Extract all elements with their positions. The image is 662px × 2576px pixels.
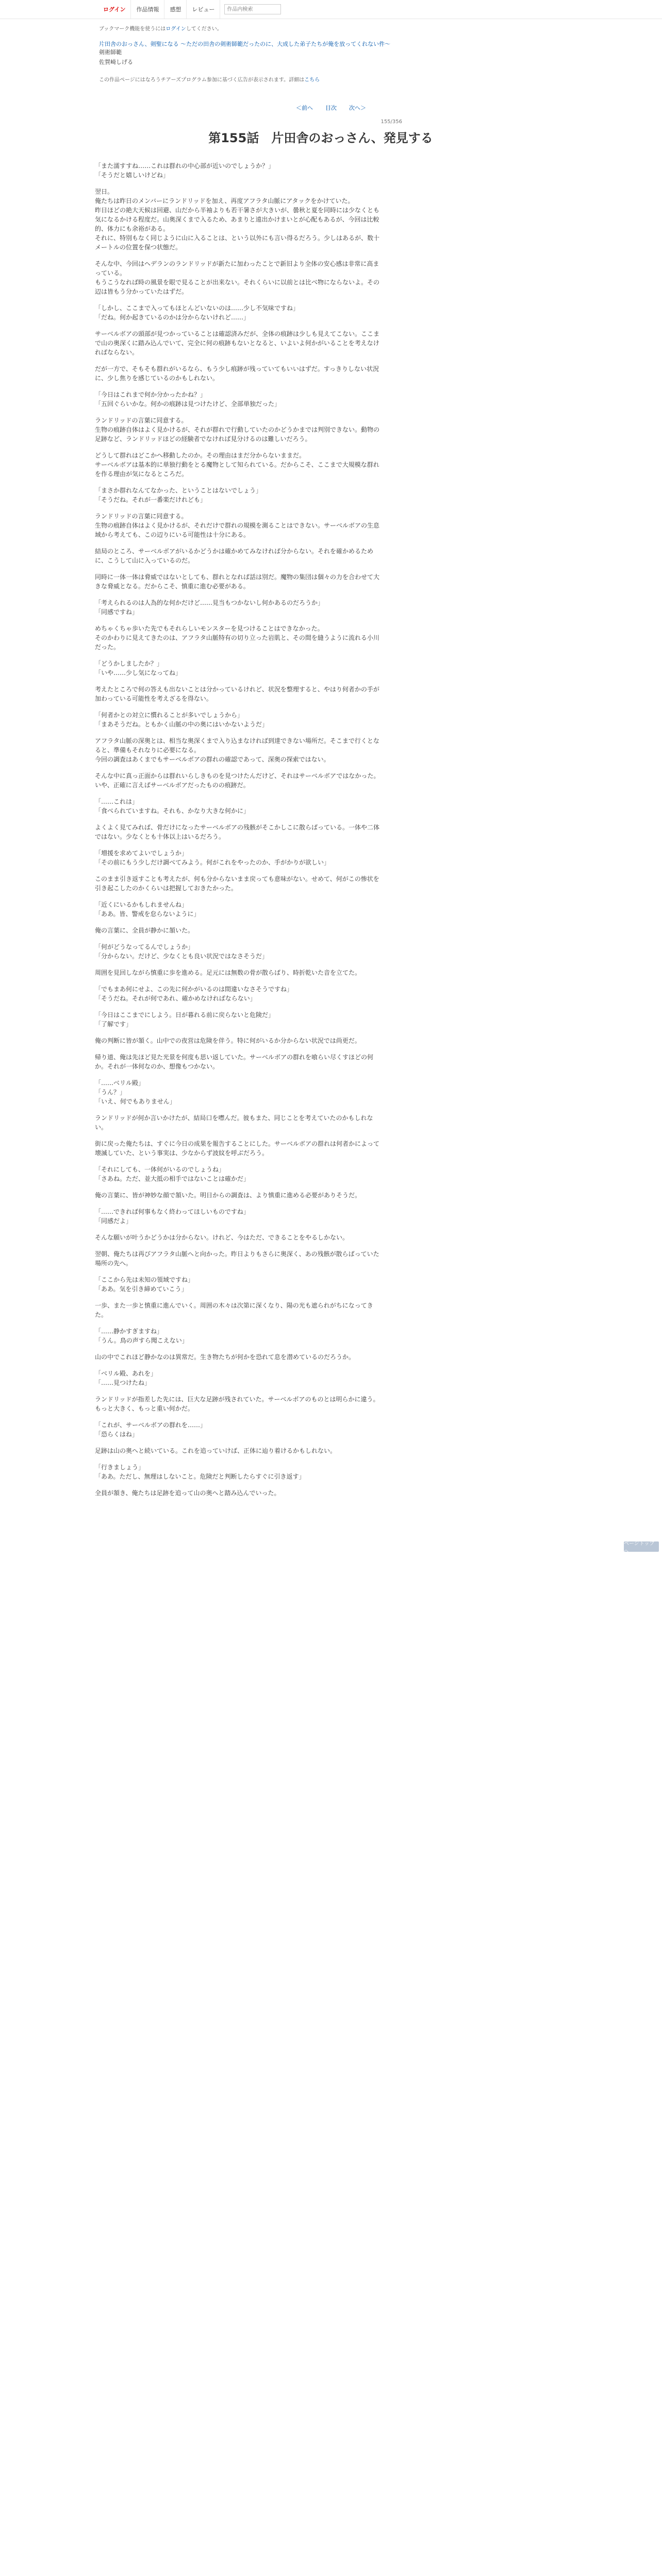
body-paragraph: そんな願いが叶うかどうかは分からない。けれど、今はただ、できることをやるしかない。: [95, 1234, 349, 1241]
body-paragraph: ランドリッドが何か言いかけたが、結局口を噤んだ。彼もまた、同じことを考えていたのかもしれない。: [95, 1114, 373, 1131]
prev-link[interactable]: ＜前へ: [296, 105, 313, 111]
bookmark-notice: [99, 24, 563, 32]
body-paragraph: 「ベリル殿、あれを」 「……見つけたね」: [95, 1370, 157, 1386]
body-paragraph: 帰り道、俺は先ほど見た光景を何度も思い返していた。サーベルボアの群れを喰らい尽くすほどの何か。それが一体何なのか、想像もつかない。: [95, 1054, 374, 1070]
body-paragraph: だが一方で、そもそも群れがいるなら、もう少し痕跡が残っていてもいいはずだ。すっきりしない状況に、少し焦りを感じているのかもしれない。: [95, 365, 379, 382]
body-paragraph: 「……ベリル殿」 「うん？」 「いえ、何でもありません」: [95, 1079, 176, 1105]
review-link[interactable]: レビュー: [187, 0, 220, 19]
body-paragraph: 「……できれば何事もなく終わってほしいものですね」 「同感だよ」: [95, 1208, 250, 1225]
next-link[interactable]: 次へ＞: [349, 105, 366, 111]
body-paragraph: 「また濡すすね……これは群れの中心部が近いのでしょうか？」 「そうだと嬉しいけどね」: [95, 162, 275, 179]
body-paragraph: 「ここから先は未知の領域ですね」 「ああ。気を引き締めていこう」: [95, 1276, 194, 1293]
body-paragraph: 全員が頷き、俺たちは足跡を追って山の奥へと踏み込んでいった。: [95, 1489, 280, 1497]
body-paragraph: 「今日はこれまで何か分かったかね？」 「五回ぐらいかな。何かの痕跡は見つけたけど、全部単独だった」: [95, 391, 281, 408]
body-paragraph: 「考えられるのは人為的な何かだけど……見当もつかないし何かあるのだろうか」 「同感ですね」: [95, 599, 324, 616]
body-paragraph: 「今日はここまでにしよう。日が暮れる前に戻らないと危険だ」 「了解です」: [95, 1011, 275, 1028]
body-paragraph: 「まさか群れなんてなかった、ということはないでしょう」 「そうだね。それが一番楽だけれども」: [95, 487, 262, 503]
body-paragraph: どうして群れはどこかへ移動したのか。その理由はまだ分からないままだ。 サーベルボアは基本的に単独行動をとる魔物として知られている。だからこそ、ここまで大規模な群れを作る理由が気になるところだ。: [95, 452, 379, 478]
body-paragraph: 「……静かすぎますね」 「うん。鳥の声すら聞こえない」: [95, 1328, 188, 1344]
body-paragraph: 「それにしても、一体何がいるのでしょうね」 「さあね。ただ、並大抵の相手ではないことは確かだ」: [95, 1166, 250, 1182]
body-paragraph: 翌朝、俺たちは再びアフラタ山脈へと向かった。昨日よりもさらに奥深く、あの残骸が散らばっていた場所の先へ。: [95, 1250, 379, 1267]
body-paragraph: 「何者かとの対立に慣れることが多いでしょうから」 「まあそうだね。ともかく山脈の中の奥にはいかないようだ」: [95, 711, 269, 728]
body-paragraph: 俺の判断に皆が頷く。山中での夜営は危険を伴う。特に何がいるか分からない状況では尚更だ。: [95, 1037, 361, 1044]
body-paragraph: このまま引き返すことも考えたが、何も分からないまま戻っても意味がない。せめて、何がこの惨状を引き起こしたのかくらいは把握しておきたかった。: [95, 875, 379, 892]
body-paragraph: めちゃくちゃ歩いた先でもそれらしいモンスターを見つけることはできなかった。 そのかわりに見えてきたのは、アフラタ山脈特有の切り立った岩肌と、その間を縫うように流れる小川だった。: [95, 625, 379, 651]
body-paragraph: そんな中、今回はヘデランのランドリッドが新たに加わったことで新旧より全体の安心感は非常に高まっている。 もうこうなれば時の風景を眼で見ることが出来ない。それくらいに以前とは比べ物にならないよ。その辺は皆もう分かっていたはずだ。: [95, 260, 380, 295]
body-paragraph: 考えたところで何の答えも出ないことは分かっているけれど、状況を整理すると、やはり何者かの手が加わっている可能性を考えざるを得ない。: [95, 686, 379, 702]
body-paragraph: ランドリッドの言葉に同意する。 生物の痕跡自体はよく見かけるが、それが群れで行動していたのかどうかまでは判別できない。動物の足跡など、ランドリッドほどの経験者でなければ見分けるのは難しいだろう。: [95, 417, 380, 443]
chapter-group: 剣術師範: [99, 49, 122, 56]
index-link[interactable]: 目次: [325, 105, 337, 111]
breadcrumb: [99, 40, 563, 57]
body-paragraph: 「これが、サーベルボアの群れを……」 「恐らくはね」: [95, 1421, 207, 1438]
chapter-title: 第155話 片田舎のおっさん、発見する: [208, 131, 433, 145]
author-name[interactable]: 佐賀崎しげる: [99, 59, 133, 65]
body-paragraph: 「しかし、ここまで入ってもほとんどいないのは……少し不気味ですね」 「だね。何か起きているのかは分からないけれど……」: [95, 304, 300, 321]
chapter-pager: [0, 104, 662, 112]
body-paragraph: 「近くにいるかもしれませんね」 「ああ。皆、警戒を怠らないように」: [95, 901, 200, 918]
chapter-body: [95, 161, 384, 1498]
ad-note: [99, 75, 563, 83]
body-paragraph: 「でもまあ何にせよ、この先に何かがいるのは間違いなさそうですね」 「そうだね。それが何であれ、確かめなければならない」: [95, 986, 293, 1002]
login-link[interactable]: ログイン: [98, 0, 131, 19]
series-title-link[interactable]: 片田舎のおっさん、剣聖になる ～ただの田舎の剣術師範だったのに、大成した弟子たちが俺を放ってくれない件～: [99, 41, 391, 47]
body-paragraph: 結局のところ、サーベルボアがいるかどうかは確かめてみなければ分からない。それを確かめるために、こうして山に入っているのだ。: [95, 548, 374, 564]
body-paragraph: よくよく見てみれば、骨だけになったサーベルボアの残骸がそこかしこに散らばっている。一体や二体ではない。少なくとも十体以上はいるだろう。: [95, 824, 380, 840]
body-paragraph: 山の中でこれほど静かなのは異常だ。生き物たちが何かを恐れて息を潜めているのだろうか。: [95, 1353, 355, 1361]
body-paragraph: 街に戻った俺たちは、すぐに今日の成果を報告することにした。サーベルボアの群れは何者かによって壊滅していた、という事実は、少なからず波紋を呼ぶだろう。: [95, 1140, 380, 1157]
ad-note-text: この作品ページにはなろうチアーズプログラム参加に基づく広告が表示されます。詳細は: [99, 77, 305, 83]
page-number: 155/356: [380, 119, 402, 125]
body-paragraph: 同時に一体一体は脅威ではないとしても、群れとなれば話は別だ。魔物の集団は個々の力を合わせて大きな脅威となる。だからこそ、慎重に進む必要がある。: [95, 573, 380, 590]
body-paragraph: 周囲を見回しながら慎重に歩を進める。足元には無数の骨が散らばり、時折乾いた音を立てた。: [95, 969, 361, 976]
notice-login-link[interactable]: ログイン: [166, 26, 186, 32]
body-paragraph: 「増援を求めてよいでしょうか」 「その前にもう少しだけ調べてみよう。何がこれをやったのか、手がかりが欲しい」: [95, 850, 330, 866]
top-menu: [98, 0, 281, 19]
ad-note-link[interactable]: こちら: [304, 77, 320, 83]
body-paragraph: 「何がどうなってるんでしょうか」 「分からない。だけど、少なくとも良い状況ではなさそうだ」: [95, 943, 269, 960]
body-paragraph: 「行きましょう」 「ああ。ただし、無理はしないこと。危険だと判断したらすぐに引き返す」: [95, 1464, 305, 1480]
search-input[interactable]: [224, 4, 281, 14]
body-paragraph: 俺の言葉に、皆が神妙な顔で頷いた。明日からの調査は、より慎重に進める必要がありそうだ。: [95, 1192, 361, 1199]
body-paragraph: アフラタ山脈の深奥とは、相当な奥深くまで入り込まなければ到達できない場所だ。そこまで行くとなると、準備もそれなりに必要になる。 今回の調査はあくまでもサーベルボアの群れの確認であって、深奥の探索ではない。: [95, 737, 379, 763]
work-info-link[interactable]: 作品情報: [131, 0, 164, 19]
impressions-link[interactable]: 感想: [164, 0, 187, 19]
body-paragraph: 足跡は山の奥へと続いている。これを追っていけば、正体に辿り着けるかもしれない。: [95, 1447, 337, 1454]
body-paragraph: 翌日。 俺たちは昨日のメンバーにランドリッドを加え、再度アフラタ山脈にアタックをかけていた。 昨日ほどの絶大天候は回避、山だから半袖よりも若干暑さが大きいが、曇秋と夏を同時には少なくとも気になるかける程度だ。山奥深くまで入るため、あまりと遠出かけまいとが心配もあるが、今回は比較的、体力にも余裕がある。 それに、特別もなく同じように山に入ることは、という以外にも言い得るだろう。少しはあるが、数十メートルの位置を保つ状態だ。: [95, 188, 380, 251]
body-paragraph: ランドリッドが指差した先には、巨大な足跡が残されていた。サーベルボアのものとは明らかに違う。もっと大きく、もっと重い何かだ。: [95, 1396, 379, 1412]
notice-post: してください。: [186, 26, 222, 32]
notice-pre: ブックマーク機能を使うには: [99, 26, 166, 32]
body-paragraph: そんな中に真っ正面からは群れいらしきものを見つけたんだけど、それはサーベルボアではなかった。いや、正確に言えばサーベルボアだったものの痕跡だ。: [95, 772, 380, 789]
body-paragraph: 「どうかしましたか？」 「いや……少し気になってね」: [95, 660, 182, 676]
body-paragraph: サーベルボアの頭部が見つかっていることは確認済みだが、全体の痕跡は少しも見えてこない。ここまで山の奥深くに踏み込んでいて、完全に何の痕跡もないとなると、いよいよ何かがいることを考えなければならない。: [95, 330, 380, 356]
body-paragraph: 俺の言葉に、全員が静かに頷いた。: [95, 927, 194, 934]
page-top-button[interactable]: ページトップへ: [624, 1541, 659, 1552]
top-bar: [0, 0, 662, 19]
body-paragraph: ランドリッドの言葉に同意する。 生物の痕跡自体はよく見かけるが、それだけで群れの規模を測ることはできない。サーベルボアの生息域から考えても、この辺りにいる可能性は十分にある。: [95, 513, 380, 538]
body-paragraph: 一歩、また一歩と慎重に進んでいく。周囲の木々は次第に深くなり、陽の光も遮られがちになってきた。: [95, 1302, 373, 1318]
body-paragraph: 「……これは」 「食べられていますね。それも、かなり大きな何かに」: [95, 798, 250, 815]
page-header: [99, 24, 563, 83]
